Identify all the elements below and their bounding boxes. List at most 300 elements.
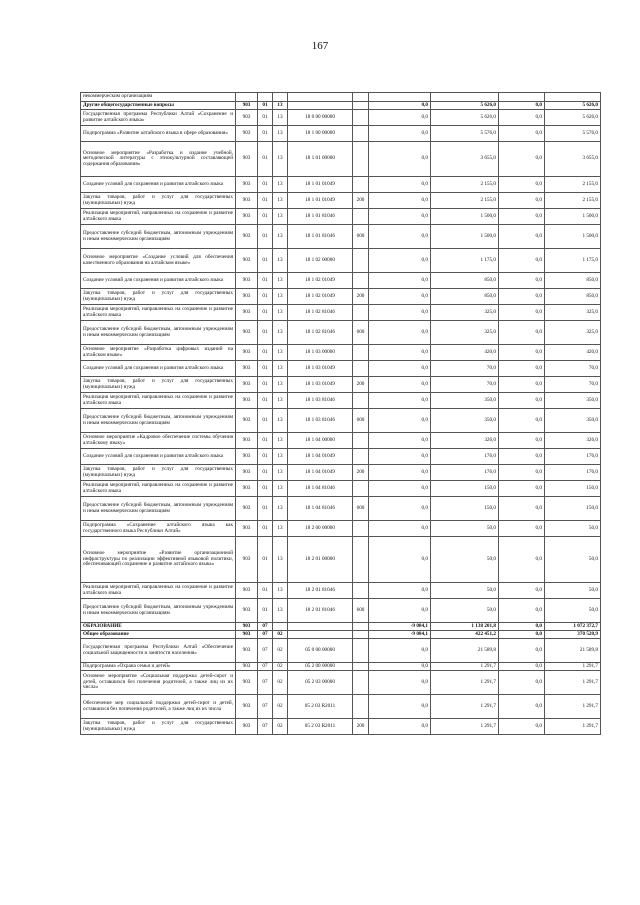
subsection-code: 13 xyxy=(273,102,288,110)
value-col-2: 1 291,7 xyxy=(431,671,499,695)
subsection-code: 02 xyxy=(273,631,288,639)
row-name: Реализация мероприятий, направленных на сохранение и развитие алтайского языка xyxy=(81,393,236,409)
target-article-code: 18 1 02 01049 xyxy=(288,273,353,289)
ministry-code: 903 xyxy=(236,433,258,449)
value-col-3: 0,0 xyxy=(499,305,545,321)
section-code: 01 xyxy=(258,497,273,521)
table-row xyxy=(81,193,601,209)
value-col-1: 0,0 xyxy=(369,465,431,481)
value-col-1: 0,0 xyxy=(369,449,431,465)
value-col-1: 0,0 xyxy=(369,225,431,249)
ministry-code: 903 xyxy=(236,623,258,631)
subsection-code: 13 xyxy=(273,177,288,193)
value-col-2: 350,0 xyxy=(431,393,499,409)
value-col-3: 0,0 xyxy=(499,537,545,583)
value-col-3: 0,0 xyxy=(499,289,545,305)
expense-type-code: 200 xyxy=(353,719,369,735)
section-code: 01 xyxy=(258,273,273,289)
value-col-3: 0,0 xyxy=(499,481,545,497)
value-col-2: 1 138 201,8 xyxy=(431,623,499,631)
table-row xyxy=(81,102,601,110)
section-code: 07 xyxy=(258,671,273,695)
table-row xyxy=(81,663,601,671)
section-code: 01 xyxy=(258,481,273,497)
row-name: ОБРАЗОВАНИЕ xyxy=(81,623,236,631)
value-col-3: 0,0 xyxy=(499,345,545,361)
value-col-2: 325,0 xyxy=(431,305,499,321)
value-col-1: 0,0 xyxy=(369,249,431,273)
target-article-code xyxy=(288,102,353,110)
ministry-code: 903 xyxy=(236,126,258,142)
value-col-1: 0,0 xyxy=(369,126,431,142)
section-code: 01 xyxy=(258,249,273,273)
expense-type-code: 600 xyxy=(353,497,369,521)
value-col-2: 422 451,2 xyxy=(431,631,499,639)
subsection-code xyxy=(273,93,288,102)
value-col-4: 370 520,9 xyxy=(545,631,601,639)
subsection-code: 13 xyxy=(273,305,288,321)
target-article-code: 05 2 03 R2011 xyxy=(288,695,353,719)
value-col-3: 0,0 xyxy=(499,599,545,623)
expense-type-code xyxy=(353,209,369,225)
value-col-3: 0,0 xyxy=(499,126,545,142)
section-code: 01 xyxy=(258,449,273,465)
value-col-2: 1 500,0 xyxy=(431,209,499,225)
ministry-code: 903 xyxy=(236,497,258,521)
budget-table-body xyxy=(81,93,601,735)
expense-type-code xyxy=(353,671,369,695)
ministry-code xyxy=(236,93,258,102)
value-col-1: 0,0 xyxy=(369,521,431,537)
row-name: Реализация мероприятий, направленных на сохранение и развитие алтайского языка xyxy=(81,305,236,321)
value-col-3: 0,0 xyxy=(499,177,545,193)
subsection-code: 02 xyxy=(273,663,288,671)
value-col-4: 50,0 xyxy=(545,537,601,583)
section-code: 07 xyxy=(258,623,273,631)
target-article-code: 18 1 01 00000 xyxy=(288,142,353,177)
value-col-3: 0,0 xyxy=(499,273,545,289)
value-col-1: 0,0 xyxy=(369,393,431,409)
target-article-code: 18 1 04 01049 xyxy=(288,449,353,465)
value-col-4: 420,0 xyxy=(545,345,601,361)
value-col-4: 50,0 xyxy=(545,599,601,623)
value-col-2: 50,0 xyxy=(431,537,499,583)
target-article-code: 18 1 04 00000 xyxy=(288,433,353,449)
ministry-code: 903 xyxy=(236,521,258,537)
value-col-1: 0,0 xyxy=(369,142,431,177)
value-col-3: 0,0 xyxy=(499,433,545,449)
table-row xyxy=(81,481,601,497)
value-col-2: 350,0 xyxy=(431,409,499,433)
target-article-code: 18 1 03 00000 xyxy=(288,345,353,361)
ministry-code: 903 xyxy=(236,465,258,481)
row-name: Предоставление субсидий бюджетным, автономным учреждениям и иным некоммерческим организациям xyxy=(81,599,236,623)
section-code: 01 xyxy=(258,193,273,209)
expense-type-code xyxy=(353,521,369,537)
value-col-1: 0,0 xyxy=(369,345,431,361)
value-col-1: 0,0 xyxy=(369,102,431,110)
section-code: 01 xyxy=(258,521,273,537)
value-col-1: 0,0 xyxy=(369,305,431,321)
expense-type-code xyxy=(353,537,369,583)
value-col-4: 325,0 xyxy=(545,305,601,321)
expense-type-code xyxy=(353,102,369,110)
subsection-code: 13 xyxy=(273,497,288,521)
subsection-code: 13 xyxy=(273,345,288,361)
table-row xyxy=(81,110,601,126)
section-code: 01 xyxy=(258,361,273,377)
subsection-code: 13 xyxy=(273,433,288,449)
value-col-4: 350,0 xyxy=(545,409,601,433)
subsection-code: 02 xyxy=(273,671,288,695)
target-article-code: 18 0 00 00000 xyxy=(288,110,353,126)
subsection-code: 13 xyxy=(273,583,288,599)
row-name: Подпрограмма «Сохранение алтайского языка как государственного языка Республики Алтай» xyxy=(81,521,236,537)
expense-type-code: 200 xyxy=(353,193,369,209)
section-code: 01 xyxy=(258,433,273,449)
value-col-1: 0,0 xyxy=(369,289,431,305)
expense-type-code: 200 xyxy=(353,289,369,305)
value-col-1: 0,0 xyxy=(369,361,431,377)
value-col-4: 850,0 xyxy=(545,273,601,289)
value-col-1: 0,0 xyxy=(369,671,431,695)
subsection-code: 13 xyxy=(273,110,288,126)
target-article-code: 18 1 02 01049 xyxy=(288,289,353,305)
target-article-code: 18 1 02 00000 xyxy=(288,249,353,273)
ministry-code: 903 xyxy=(236,393,258,409)
value-col-3: 0,0 xyxy=(499,671,545,695)
subsection-code: 13 xyxy=(273,465,288,481)
target-article-code: 18 1 01 81046 xyxy=(288,225,353,249)
value-col-4: 1 175,0 xyxy=(545,249,601,273)
expense-type-code: 600 xyxy=(353,599,369,623)
target-article-code: 05 2 00 00000 xyxy=(288,663,353,671)
expense-type-code xyxy=(353,93,369,102)
expense-type-code xyxy=(353,449,369,465)
ministry-code: 903 xyxy=(236,719,258,735)
section-code: 01 xyxy=(258,305,273,321)
ministry-code: 903 xyxy=(236,537,258,583)
value-col-4: 70,0 xyxy=(545,361,601,377)
table-row xyxy=(81,177,601,193)
ministry-code: 903 xyxy=(236,321,258,345)
row-name: Закупка товаров, работ и услуг для государственных (муниципальных) нужд xyxy=(81,377,236,393)
expense-type-code xyxy=(353,663,369,671)
row-name: Реализация мероприятий, направленных на сохранение и развитие алтайского языка xyxy=(81,209,236,225)
subsection-code: 13 xyxy=(273,599,288,623)
value-col-2: 2 155,0 xyxy=(431,177,499,193)
ministry-code: 903 xyxy=(236,695,258,719)
expense-type-code xyxy=(353,142,369,177)
expense-type-code xyxy=(353,273,369,289)
value-col-3: 0,0 xyxy=(499,583,545,599)
expense-type-code: 200 xyxy=(353,465,369,481)
row-name: Основное мероприятие «Разработка и издание учебной, методической литературы с этнокультурной составляющей содержания образования» xyxy=(81,142,236,177)
subsection-code: 02 xyxy=(273,719,288,735)
value-col-2: 176,0 xyxy=(431,449,499,465)
target-article-code: 18 1 04 01049 xyxy=(288,465,353,481)
value-col-4: 176,0 xyxy=(545,449,601,465)
value-col-4: 5 626,0 xyxy=(545,102,601,110)
value-col-4: 1 291,7 xyxy=(545,695,601,719)
table-row xyxy=(81,305,601,321)
table-row xyxy=(81,631,601,639)
section-code: 01 xyxy=(258,110,273,126)
section-code: 01 xyxy=(258,537,273,583)
value-col-4: 325,0 xyxy=(545,321,601,345)
table-row xyxy=(81,361,601,377)
target-article-code: 18 1 03 81046 xyxy=(288,393,353,409)
target-article-code: 05 2 03 00000 xyxy=(288,671,353,695)
ministry-code: 903 xyxy=(236,305,258,321)
target-article-code xyxy=(288,93,353,102)
target-article-code xyxy=(288,623,353,631)
section-code: 01 xyxy=(258,289,273,305)
subsection-code: 13 xyxy=(273,321,288,345)
row-name: Подпрограмма «Охрана семьи и детей» xyxy=(81,663,236,671)
value-col-2: 5 576,0 xyxy=(431,126,499,142)
row-name: Другие общегосударственные вопросы xyxy=(81,102,236,110)
value-col-2: 1 175,0 xyxy=(431,249,499,273)
value-col-3: 0,0 xyxy=(499,695,545,719)
subsection-code: 13 xyxy=(273,361,288,377)
ministry-code: 903 xyxy=(236,177,258,193)
section-code: 01 xyxy=(258,393,273,409)
value-col-2: 50,0 xyxy=(431,583,499,599)
expense-type-code: 200 xyxy=(353,377,369,393)
section-code: 07 xyxy=(258,695,273,719)
row-name: Закупка товаров, работ и услуг для государственных (муниципальных) нужд xyxy=(81,289,236,305)
subsection-code: 13 xyxy=(273,537,288,583)
subsection-code xyxy=(273,623,288,631)
value-col-2: 70,0 xyxy=(431,361,499,377)
value-col-2: 420,0 xyxy=(431,345,499,361)
subsection-code: 13 xyxy=(273,449,288,465)
value-col-1: 0,0 xyxy=(369,599,431,623)
row-name: Предоставление субсидий бюджетным, автономным учреждениям и иным некоммерческим организациям xyxy=(81,225,236,249)
value-col-1: 0,0 xyxy=(369,481,431,497)
subsection-code: 02 xyxy=(273,695,288,719)
row-name: Реализация мероприятий, направленных на сохранение и развитие алтайского языка xyxy=(81,583,236,599)
value-col-2: 1 291,7 xyxy=(431,695,499,719)
expense-type-code xyxy=(353,393,369,409)
section-code: 07 xyxy=(258,719,273,735)
value-col-3: 0,0 xyxy=(499,449,545,465)
value-col-1: 0,0 xyxy=(369,537,431,583)
table-row xyxy=(81,433,601,449)
table-row xyxy=(81,639,601,663)
ministry-code: 903 xyxy=(236,273,258,289)
target-article-code: 18 1 01 01049 xyxy=(288,177,353,193)
value-col-2: 21 589,8 xyxy=(431,639,499,663)
row-name: Закупка товаров, работ и услуг для государственных (муниципальных) нужд xyxy=(81,465,236,481)
subsection-code: 13 xyxy=(273,142,288,177)
value-col-3: 0,0 xyxy=(499,393,545,409)
section-code: 01 xyxy=(258,345,273,361)
value-col-2: 326,0 xyxy=(431,433,499,449)
target-article-code: 18 1 04 81046 xyxy=(288,497,353,521)
subsection-code: 13 xyxy=(273,409,288,433)
value-col-3 xyxy=(499,93,545,102)
section-code: 01 xyxy=(258,225,273,249)
value-col-3: 0,0 xyxy=(499,719,545,735)
target-article-code: 18 1 00 00000 xyxy=(288,126,353,142)
section-code: 01 xyxy=(258,409,273,433)
value-col-3: 0,0 xyxy=(499,321,545,345)
row-name: Подпрограмма «Развитие алтайского языка в сфере образования» xyxy=(81,126,236,142)
value-col-2: 50,0 xyxy=(431,521,499,537)
target-article-code: 18 1 02 81046 xyxy=(288,305,353,321)
expense-type-code: 600 xyxy=(353,321,369,345)
value-col-1: 0,0 xyxy=(369,321,431,345)
target-article-code xyxy=(288,631,353,639)
value-col-2 xyxy=(431,93,499,102)
target-article-code: 18 1 03 01049 xyxy=(288,361,353,377)
section-code: 01 xyxy=(258,126,273,142)
target-article-code: 18 1 02 81046 xyxy=(288,321,353,345)
ministry-code: 903 xyxy=(236,249,258,273)
table-row xyxy=(81,93,601,102)
subsection-code: 13 xyxy=(273,209,288,225)
value-col-4: 150,0 xyxy=(545,481,601,497)
expense-type-code xyxy=(353,695,369,719)
ministry-code: 903 xyxy=(236,377,258,393)
value-col-4: 2 155,0 xyxy=(545,193,601,209)
value-col-3: 0,0 xyxy=(499,465,545,481)
value-col-1: 0,0 xyxy=(369,273,431,289)
value-col-4: 850,0 xyxy=(545,289,601,305)
row-name: Обеспечение мер социальной поддержки детей-сирот и детей, оставшихся без попечения родителей, а также лиц из их числа xyxy=(81,695,236,719)
value-col-4: 5 576,0 xyxy=(545,126,601,142)
value-col-1: 0,0 xyxy=(369,695,431,719)
ministry-code: 903 xyxy=(236,209,258,225)
row-name: Предоставление субсидий бюджетным, автономным учреждениям и иным некоммерческим организациям xyxy=(81,409,236,433)
table-row xyxy=(81,409,601,433)
value-col-4: 150,0 xyxy=(545,497,601,521)
value-col-4: 50,0 xyxy=(545,521,601,537)
section-code: 01 xyxy=(258,102,273,110)
section-code: 01 xyxy=(258,599,273,623)
table-row xyxy=(81,497,601,521)
value-col-4: 1 291,7 xyxy=(545,663,601,671)
subsection-code: 13 xyxy=(273,225,288,249)
value-col-2: 70,0 xyxy=(431,377,499,393)
ministry-code: 903 xyxy=(236,639,258,663)
expense-type-code xyxy=(353,433,369,449)
target-article-code: 18 2 01 81046 xyxy=(288,583,353,599)
value-col-1: 0,0 xyxy=(369,209,431,225)
expense-type-code xyxy=(353,639,369,663)
target-article-code: 18 2 01 00000 xyxy=(288,537,353,583)
row-name: Создание условий для сохранения и развития алтайского языка xyxy=(81,449,236,465)
section-code: 01 xyxy=(258,142,273,177)
value-col-1: 0,0 xyxy=(369,110,431,126)
value-col-1: 0,0 xyxy=(369,663,431,671)
ministry-code: 903 xyxy=(236,142,258,177)
subsection-code: 13 xyxy=(273,249,288,273)
expense-type-code xyxy=(353,361,369,377)
section-code: 01 xyxy=(258,321,273,345)
subsection-code: 13 xyxy=(273,393,288,409)
ministry-code: 903 xyxy=(236,345,258,361)
target-article-code: 05 2 03 R2011 xyxy=(288,719,353,735)
value-col-4 xyxy=(545,93,601,102)
expense-type-code xyxy=(353,249,369,273)
value-col-2: 150,0 xyxy=(431,481,499,497)
row-name: Реализация мероприятий, направленных на сохранение и развитие алтайского языка xyxy=(81,481,236,497)
target-article-code: 18 1 03 81046 xyxy=(288,409,353,433)
value-col-3: 0,0 xyxy=(499,409,545,433)
value-col-2: 5 626,0 xyxy=(431,110,499,126)
row-name: Государственная программа Республики Алтай «Обеспечение социальной защищенности и занятости населения» xyxy=(81,639,236,663)
value-col-3: 0,0 xyxy=(499,631,545,639)
value-col-2: 1 500,0 xyxy=(431,225,499,249)
value-col-3: 0,0 xyxy=(499,377,545,393)
value-col-1 xyxy=(369,93,431,102)
table-row xyxy=(81,465,601,481)
subsection-code: 13 xyxy=(273,193,288,209)
ministry-code: 903 xyxy=(236,481,258,497)
section-code: 07 xyxy=(258,663,273,671)
table-row xyxy=(81,695,601,719)
ministry-code: 903 xyxy=(236,583,258,599)
value-col-4: 70,0 xyxy=(545,377,601,393)
target-article-code: 18 2 00 00000 xyxy=(288,521,353,537)
row-name: некоммерческим организациям xyxy=(81,93,236,102)
value-col-3: 0,0 xyxy=(499,663,545,671)
subsection-code: 02 xyxy=(273,639,288,663)
table-row xyxy=(81,583,601,599)
value-col-1: -9 084,1 xyxy=(369,631,431,639)
value-col-3: 0,0 xyxy=(499,639,545,663)
ministry-code: 903 xyxy=(236,110,258,126)
value-col-4: 1 291,7 xyxy=(545,719,601,735)
ministry-code: 903 xyxy=(236,225,258,249)
value-col-4: 50,0 xyxy=(545,583,601,599)
value-col-4: 1 500,0 xyxy=(545,209,601,225)
table-row xyxy=(81,623,601,631)
value-col-2: 3 655,0 xyxy=(431,142,499,177)
target-article-code: 18 1 04 81046 xyxy=(288,481,353,497)
value-col-2: 850,0 xyxy=(431,273,499,289)
value-col-2: 1 291,7 xyxy=(431,719,499,735)
ministry-code: 903 xyxy=(236,102,258,110)
row-name: Основное мероприятие «Создание условий для обеспечения качественного образования на алтайском языке» xyxy=(81,249,236,273)
value-col-4: 176,0 xyxy=(545,465,601,481)
value-col-1: 0,0 xyxy=(369,639,431,663)
expense-type-code xyxy=(353,177,369,193)
value-col-1: 0,0 xyxy=(369,497,431,521)
value-col-4: 5 626,0 xyxy=(545,110,601,126)
table-row xyxy=(81,273,601,289)
value-col-1: 0,0 xyxy=(369,193,431,209)
value-col-4: 2 155,0 xyxy=(545,177,601,193)
section-code: 07 xyxy=(258,639,273,663)
value-col-4: 350,0 xyxy=(545,393,601,409)
ministry-code: 903 xyxy=(236,671,258,695)
row-name: Общее образование xyxy=(81,631,236,639)
row-name: Основное мероприятие «Развитие организационной инфраструктуры по реализации эффективной языковой политики, обеспечивающей сохранение и развитие алтайского языка» xyxy=(81,537,236,583)
section-code xyxy=(258,93,273,102)
target-article-code: 18 1 03 01049 xyxy=(288,377,353,393)
value-col-1: 0,0 xyxy=(369,409,431,433)
ministry-code: 903 xyxy=(236,449,258,465)
expense-type-code: 600 xyxy=(353,409,369,433)
section-code: 01 xyxy=(258,177,273,193)
value-col-1: 0,0 xyxy=(369,377,431,393)
expense-type-code xyxy=(353,110,369,126)
table-row xyxy=(81,449,601,465)
